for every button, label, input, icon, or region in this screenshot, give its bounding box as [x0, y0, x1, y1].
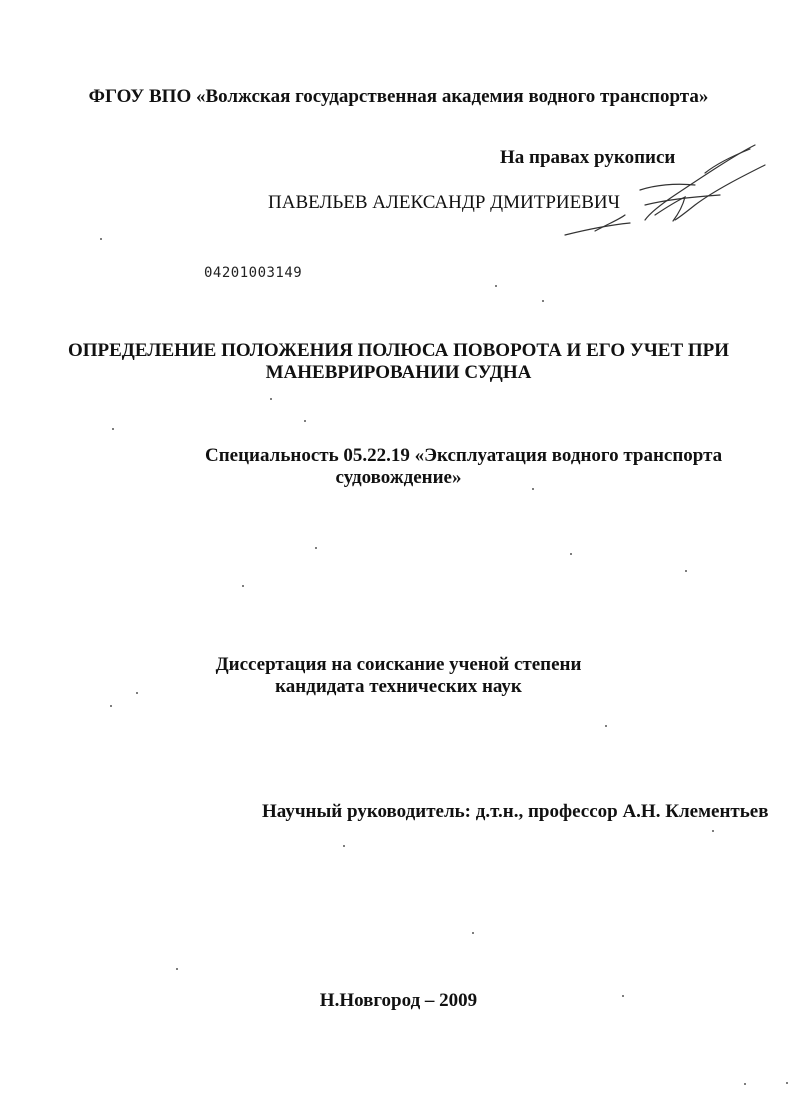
title-line-2: МАНЕВРИРОВАНИИ СУДНА: [265, 362, 532, 383]
scan-speck: [685, 570, 687, 572]
scan-speck: [744, 1083, 746, 1085]
scan-speck: [786, 1082, 788, 1084]
scan-speck: [622, 995, 624, 997]
title-line-1: ОПРЕДЕЛЕНИЕ ПОЛОЖЕНИЯ ПОЛЮСА ПОВОРОТА И ЕГО УЧЕТ ПРИ: [67, 340, 730, 361]
scan-speck: [136, 692, 138, 694]
scan-speck: [712, 830, 714, 832]
city-year: Н.Новгород – 2009: [319, 990, 478, 1011]
manuscript-rights-note: На правах рукописи: [500, 147, 676, 168]
archive-number: 04201003149: [204, 265, 303, 281]
scan-speck: [304, 420, 306, 422]
dissertation-line-1: Диссертация на соискание ученой степени: [215, 654, 582, 675]
scan-speck: [270, 398, 272, 400]
scan-speck: [542, 300, 544, 302]
supervisor-line: Научный руководитель: д.т.н., профессор А.Н. Клементьев: [262, 801, 769, 822]
scan-speck: [532, 488, 534, 490]
scan-speck: [176, 968, 178, 970]
institution-header: ФГОУ ВПО «Волжская государственная академия водного транспорта»: [88, 86, 709, 107]
scan-speck: [570, 553, 572, 555]
scan-speck: [100, 238, 102, 240]
handwritten-signature: [555, 135, 775, 245]
scan-speck: [472, 932, 474, 934]
scan-speck: [605, 725, 607, 727]
author-name: ПАВЕЛЬЕВ АЛЕКСАНДР ДМИТРИЕВИЧ: [268, 192, 620, 213]
scan-speck: [495, 285, 497, 287]
dissertation-line-2: кандидата технических наук: [275, 676, 522, 697]
scan-speck: [242, 585, 244, 587]
specialty-line-2: судовождение»: [335, 467, 462, 488]
scan-speck: [343, 845, 345, 847]
scan-speck: [315, 547, 317, 549]
scan-speck: [110, 705, 112, 707]
scan-speck: [112, 428, 114, 430]
specialty-line-1: Специальность 05.22.19 «Эксплуатация водного транспорта: [205, 445, 723, 466]
